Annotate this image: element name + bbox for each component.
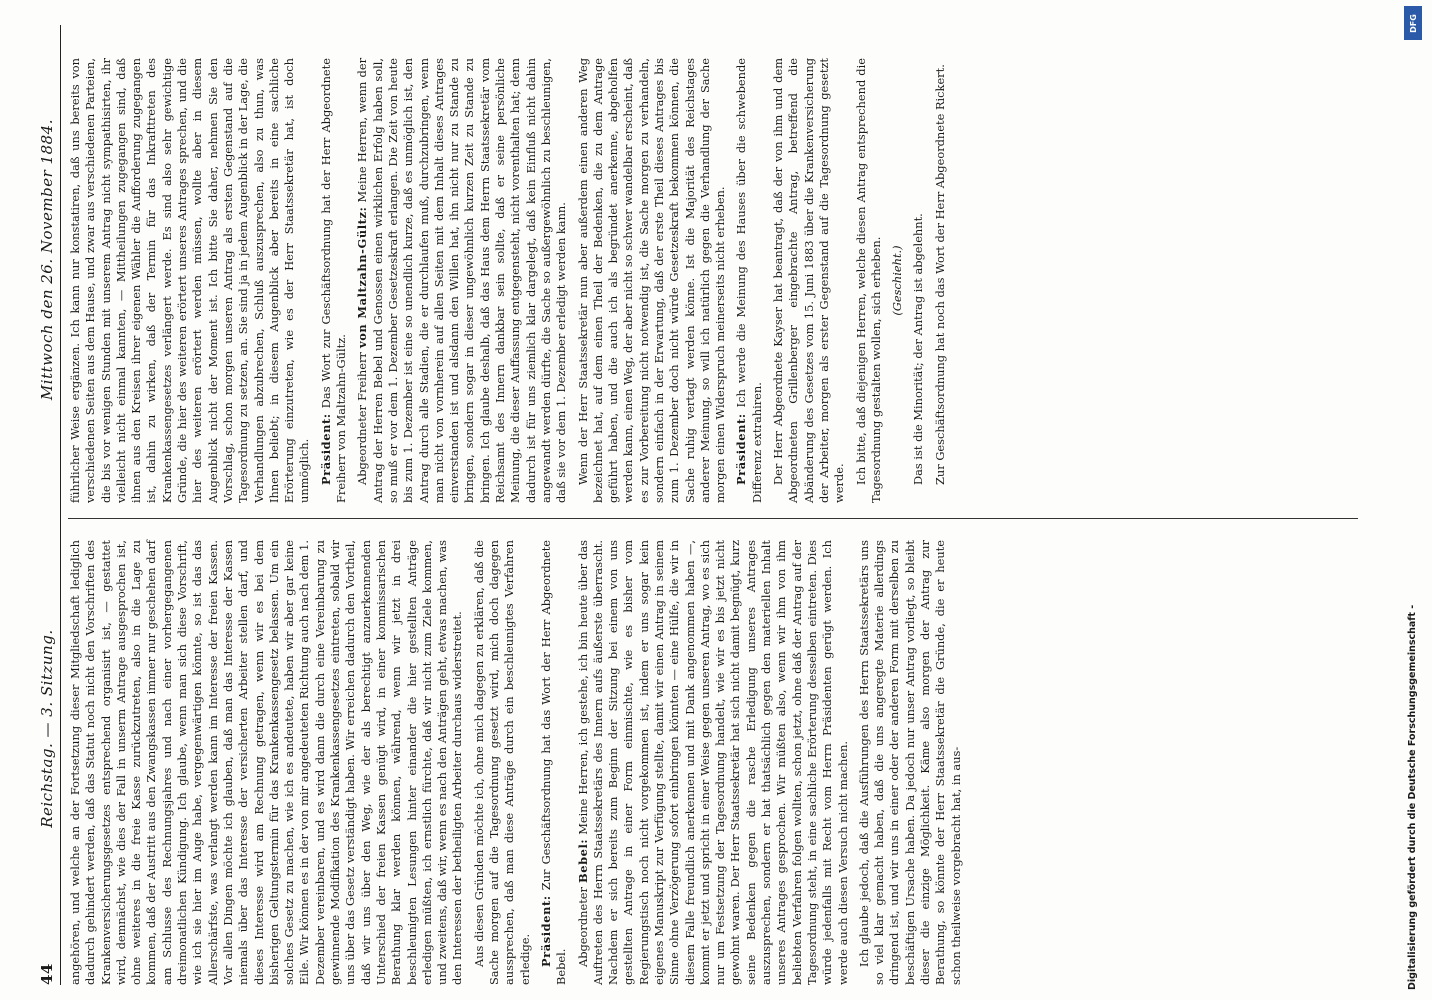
rotated-page-content <box>30 25 1370 985</box>
right-column <box>68 58 954 503</box>
speaker-label: Präsident: <box>318 413 333 485</box>
header-date: Mittwoch den 26. November 1884. <box>38 119 56 401</box>
digitization-credit <box>1402 170 1424 990</box>
speech-text: Ich werde die Meinung des Hauses über die schwebende Differenz extrahiren. <box>734 58 764 503</box>
column-divider <box>68 518 1358 519</box>
speaker-label: Präsident: <box>734 413 749 485</box>
paragraph: angehören, und welche an der Fortsetzung dieser Mitgliedschaft lediglich dadurch gehindert werden, daß das Statut noch nicht den Vorschriften des Krankenversicherungsgesetzes entsprechend organisirt ist, — gestattet wird, demnächst, wie dies der Fall in unserm Antrage ausgesprochen ist, ohne weiteres in die freie Kasse zurückzutreten, also in die Lage zu kommen, daß der Austritt aus den Zwangskassen immer nur geschehen darf am Schlusse des Rechnungsjahres und nach einer vorhergegangenen dreimonatlichen Kündigung. Ich glaube, wenn man sich diese Vorschrift, wie ich sie hier im Auge habe, vergegenwärtigen könnte, so ist das das Allerschärfste, was verlangt werden kann im Interesse der freien Kassen. Vor allen Dingen möchte ich glauben, daß man das Interesse der Kassen niemals über das Interesse der versicherten Arbeiter stellen darf, und dieses Interesse wird am Rechnung getragen, wenn wir es bei dem bisherigen Geltungstermin für das Krankenkassengesetz belassen. Um ein solches Gesetz zu machen, wie ich es andeutete, haben wir aber gar keine Eile. Wir können es in der von mir angedeuteten Richtung auch nach dem 1. Dezember vereinbaren, und es wird dann die durch eine Vereinbarung zu gewinnende Modifikation des Krankenkassengesetzes eintreten, sobald wir uns über das Gesetz verständigt haben. Wir erreichen dadurch den Vortheil, daß wir uns über den Weg, wie der als berechtigt anzuerkennenden Unterschied der freien Kassen genügt wird, in einer kommissarischen Berathung klar werden können, während, wenn wir jetzt in drei beschleunigten Lesungen hinter einander die hier gestellten Anträge erledigen müßten, ich ernstlich fürchte, daß wir nicht zum Ziele kommen, und zweitens, daß wir, wenn es nach den Anträgen geht, etwas machen, was den Interessen der betheiligten Arbeiter durchaus widerstreitet. <box>68 540 465 985</box>
paragraph: Ich glaube jedoch, daß die Ausführungen des Herrn Staatssekretärs uns so viel klar gemacht haben, daß die uns angeregte Materie allerdings dringend ist, und wir uns in einer oder der anderen Form mit derselben zu beschäftigen Ursache haben. Da jedoch nur unser Antrag vorliegt, so bleibt dieser die einzige Möglichkeit. Käme also morgen der Antrag zur Berathung, so könnte der Herr Staatssekretär die Gründe, die er heute schon theilweise vorgebracht hat, in aus- <box>856 540 963 985</box>
header-rule <box>60 25 61 985</box>
speech-text: Das Wort zur Geschäftsordnung hat der Herr Abgeordnete Freiherr von Maltzahn-Gültz. <box>318 58 349 503</box>
paragraph <box>355 58 569 503</box>
left-column <box>68 540 970 985</box>
dfg-logo <box>1404 6 1422 40</box>
speaker-label: von Maltzahn-Gültz: <box>355 206 370 348</box>
speaker-label: Präsident: <box>538 895 553 967</box>
paragraph: Aus diesen Gründen möchte ich, ohne mich dagegen zu erklären, daß die Sache morgen auf die Tagesordnung gesetzt wird, mich doch dagegen aussprechen, daß man diese Anträge durch ein beschleunigtes Verfahren erledige. <box>471 540 532 985</box>
dfg-logo-text: DFG <box>1408 13 1418 33</box>
stage-direction: (Geschieht.) <box>890 245 905 316</box>
header-session: Reichstag. — 3. Sitzung. <box>38 629 56 828</box>
speaker-intro: Abgeordneter <box>575 887 590 967</box>
speech-text: Meine Herren, ich gestehe, ich bin heute über das Auftreten des Herrn Staatssekretärs des Innern aufs äußerste überrascht. Nachdem er sich bereits zum Beginn der Sitzung bei einem von uns gestellten Antrage in einer Form einmischte, wie es bisher vom Regierungstisch noch nicht vorgekommen ist, indem er uns sogar kein eigenes Manuskript zur Verfügung stellte, damit wir einen Antrag in seinem Sinne ohne Verzögerung sofort einbringen könnten — eine Hülfe, die wir in diesem Falle freundlich anerkennen und mit Dank angenommen haben —, kommt er jetzt und spricht in einer Weise gegen unseren Antrag, wo es sich nur um Festsetzung der Tagesordnung handelt, wie wir es bis jetzt nicht gewohnt waren. Der Herr Staatssekretär hat sich nicht damit begnügt, kurz seine Bedenken gegen die rasche Erledigung unseres Antrages auszusprechen, sondern er hat thatsächlich gegen den materiellen Inhalt unseres Antrages gesprochen. Wir müßten also, wenn wir ihm von ihm beliebten Verfahren folgen wollten, schon jetzt, ohne daß der Antrag auf der Tagesordnung steht, in eine sachliche Erörterung desselben eintreten. Dies würde jedenfalls mit Recht vom Herrn Präsidenten gerügt werden. Ich werde auch diesen Versuch nicht machen. <box>575 539 850 985</box>
credit-text: Digitalisierung gefördert durch die Deutsche Forschungsgemeinschaft - <box>1407 604 1418 990</box>
paragraph <box>576 540 851 985</box>
paragraph: Ich bitte, daß diejenigen Herren, welche diesen Antrag entsprechend die Tagesordnung gestalten wollen, sich erheben. <box>853 58 883 503</box>
speaker-label: Bebel: <box>575 838 590 883</box>
paragraph: Zur Geschäftsordnung hat noch das Wort der Herr Abgeordnete Rickert. <box>932 64 947 485</box>
paragraph <box>734 58 765 503</box>
paragraph: führlicher Weise ergänzen. Ich kann nur konstatiren, daß uns bereits von verschiedenen Seiten aus dem Hause, und zwar aus verschiedenen Parteien, die bis vor wenigen Stunden mit unserem Antrag nicht sympathisirten, ihr vielleicht nicht einmal kannten, — Mittheilungen zugegangen sind, daß ihnen aus den Kreisen ihrer eigenen Wähler die Aufforderung zugegangen ist, dahin zu wirken, daß der Termin für das Inkrafttreten des Krankenkassengesetzes verlängert werde. Es sind also sehr gewichtige Gründe, die hier des weiteren erörtert unseres Antrages sprechen, und die hier des weiteren erörtert werden müssen, wollte aber in diesem Augenblick nicht der Moment ist. Ich bitte Sie daher, nehmen Sie den Vorschlag, schon morgen unseren Antrag als ersten Gegenstand auf die Tagesordnung zu setzen, an. Sie sind ja in jedem Augenblick in der Lage, die Verhandlungen abzubrechen, Schluß auszusprechen, also zu thun, was Ihnen beliebt; in diesem Augenblick aber bereits in eine sachliche Erörterung einzutreten, wie es der Herr Staatssekretär hat, ist doch unmöglich. <box>68 58 312 503</box>
speech-text: Meine Herren, wenn der Antrag der Herren Bebel und Genossen einen wirklichen Erfolg haben soll, so muß er vor dem 1. Dezember Gesetzeskraft erlangen. Die Zeit von heute bis zum 1. Dezember ist eine so unendlich kurze, daß es unmöglich ist, den Antrag durch alle Stadien, die er durchlaufen muß, durchzubringen, wenn man nicht von vornherein auf allen Seiten mit dem Inhalt dieses Antrages einverstanden ist und alsdann den Willen hat, ihn nicht nur zu Stande zu bringen, sondern sogar in dieser ungewöhnlich kurzen Zeit zu Stande zu bringen. Ich glaube deshalb, daß das Haus dem Herrn Staatssekretär vom Reichsamt des Innern dankbar sein sollte, daß er seine persönliche Meinung, die dieser Auffassung entgegensteht, nicht vorenthalten hat; denn dadurch ist für uns ziemlich klar dargelegt, daß kein Einfluß nicht dahin angewandt werden dürfte, die Sache so außergewöhnlich zu beschleunigen, daß sie vor dem 1. Dezember erledigt werden kann. <box>355 57 569 503</box>
paragraph: Der Herr Abgeordnete Kayser hat beantragt, daß der von ihm und dem Abgeordneten Grillenberger eingebrachte Antrag, betreffend die Abänderung des Gesetzes vom 15. Juni 1883 über die Krankenversicherung der Arbeiter, morgen als erster Gegenstand auf die Tagesordnung gesetzt werde. <box>771 58 847 503</box>
paragraph: Wenn der Herr Staatssekretär nun aber außerdem einen anderen Weg bezeichnet hat, auf dem einen Theil der Bedenken, die zu dem Antrage geführt haben, und die auch ich als begründet anerkenne, abgeholfen werden kann, einen Weg, der aber nicht so schwer wandelbar erscheint, daß es zur Vorbereitung nicht notwendig ist, die Sache morgen zu verhandeln, sondern einfach in der Erwartung, daß der erste Theil dieses Antrages bis zum 1. Dezember doch nicht würde Gesetzeskraft bekommen können, die Sache ruhig vertagt werden könne. Ist die Majorität des Reichstages anderer Meinung, so will ich natürlich gegen die Verhandlung der Sache morgen einen Widerspruch meinerseits nicht erheben. <box>575 57 728 503</box>
page-number: 44 <box>38 963 56 985</box>
speaker-intro: Abgeordneter Freiherr <box>355 352 370 485</box>
paragraph <box>539 540 570 985</box>
page-header <box>30 25 56 985</box>
speech-text: Zur Geschäftsordnung hat das Wort der Herr Abgeordnete Bebel. <box>538 539 569 985</box>
paragraph <box>319 58 350 503</box>
paragraph: Das ist die Minorität; der Antrag ist abgelehnt. <box>911 213 926 485</box>
